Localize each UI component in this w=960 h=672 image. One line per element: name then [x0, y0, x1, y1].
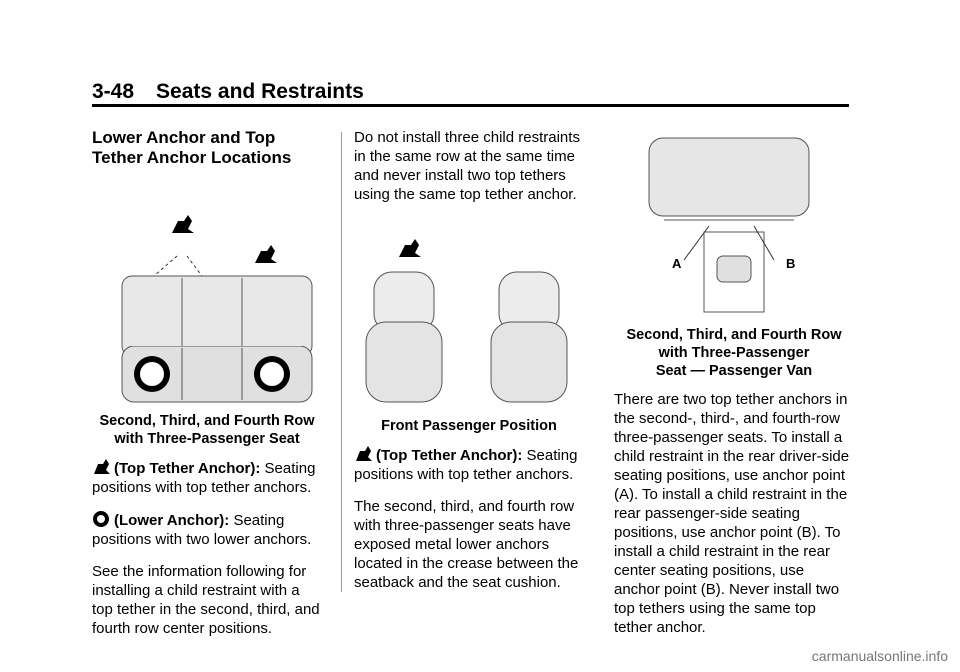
front-passenger-figure — [354, 217, 584, 407]
column-1 — [92, 128, 322, 651]
page-number: 3-48 — [92, 80, 135, 103]
top-tether-definition: (Top Tether Anchor): Seating positions with top tether anchors. — [92, 460, 316, 496]
rear-seat-figure — [92, 178, 322, 358]
section-heading: Lower Anchor and Top Tether Anchor Locations — [92, 128, 292, 167]
tether-anchor-icon — [172, 215, 194, 233]
tether-anchor-icon — [399, 239, 421, 257]
tether-anchor-icon — [255, 245, 277, 263]
page-header — [92, 80, 364, 104]
column-divider — [341, 132, 342, 592]
tether-anchor-icon — [92, 458, 110, 476]
header-rule — [92, 104, 849, 107]
column-3 — [614, 128, 854, 650]
column-2 — [354, 128, 584, 605]
top-tether-definition: (Top Tether Anchor): Seating positions with top tether anchors. — [354, 447, 578, 483]
section-title: Seats and Restraints — [156, 80, 364, 103]
lower-anchor-definition: (Lower Anchor): Seating positions with two lower anchors. — [92, 512, 312, 548]
body-paragraph: Do not install three child restraints in the same row at the same time and never install two top tethers using the same top tether anchor. — [354, 129, 580, 203]
label-a: A — [672, 256, 682, 271]
body-paragraph: The second, third, and fourth row with three-passenger seats have exposed metal lower anchors located in the crease between the seatback and the seat cushion. — [354, 498, 579, 591]
figure-caption: Second, Third, and Fourth Row with Three-Passenger Seat — [99, 413, 315, 447]
label-b: B — [786, 256, 796, 271]
figure-caption: Front Passenger Position — [381, 418, 557, 434]
rear-seat-cushion — [92, 346, 322, 406]
lower-anchor-icon — [92, 510, 110, 528]
watermark: carmanualsonline.info — [811, 648, 948, 664]
passenger-van-figure — [614, 128, 854, 318]
tether-anchor-icon — [354, 445, 372, 463]
figure-caption: Second, Third, and Fourth Row with Three-Passenger Seat — Passenger Van — [626, 327, 842, 379]
body-paragraph: There are two top tether anchors in the second-, third-, and fourth-row three-passenger seats. To install a child restraint in the rear driver-side seating positions, use anchor point (A). To install a child restraint in the rear passenger-side seating positions, use anchor point (B). To install a child restraint in the rear center seating positions, use anchor point (B). Never install two top tethers using the same top tether anchor. — [614, 391, 850, 636]
body-paragraph: See the information following for installing a child restraint with a top tether in the second, third, and fourth row center positions. — [92, 563, 320, 637]
